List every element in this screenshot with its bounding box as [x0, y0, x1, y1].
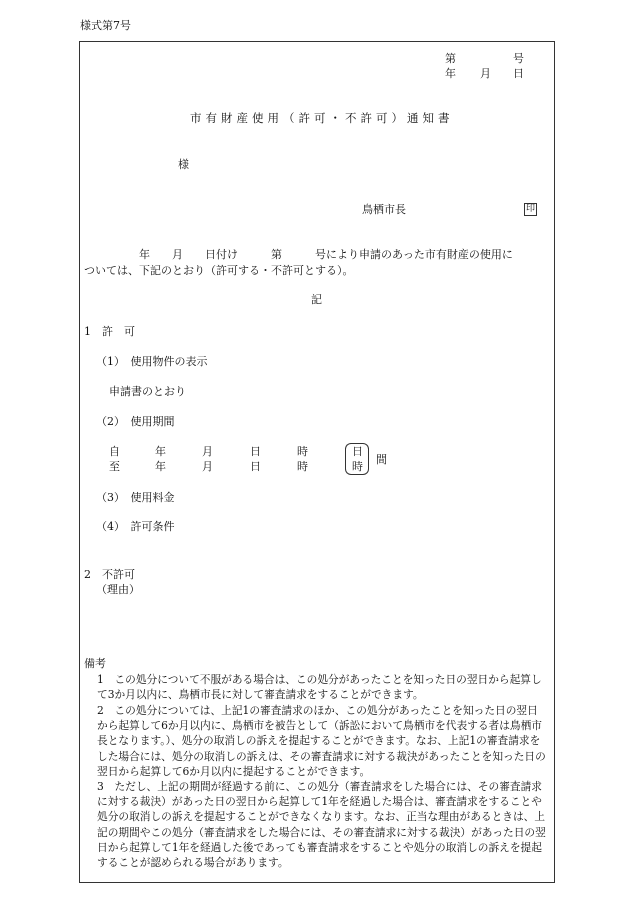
period-from-hour: 時: [297, 445, 308, 458]
item-period-label: （2） 使用期間: [96, 415, 175, 428]
form-number-label: 様式第7号: [80, 19, 131, 32]
item-fee-label: （3） 使用料金: [96, 491, 175, 504]
period-to-month: 月: [202, 460, 213, 473]
intro-paragraph: [84, 247, 550, 279]
seal-mark: 印: [525, 204, 535, 214]
denial-reason-label: （理由）: [96, 583, 140, 596]
right-bracket: [356, 443, 369, 475]
period-to-year: 年: [155, 460, 166, 473]
intro-line-1: 年 月 日付け 第 号により申請のあった市有財産の使用に: [84, 248, 513, 261]
intro-line-2: ついては、下記のとおり（許可する・不許可とする）。: [84, 264, 354, 277]
number-suffix: 号: [513, 52, 524, 65]
date-day: 日: [513, 67, 524, 80]
unit-day: 日: [352, 445, 363, 458]
period-to: 至: [109, 460, 120, 473]
notes-heading: 備考: [84, 657, 106, 670]
document-frame: [79, 41, 555, 883]
section-denial-heading: 2 不許可: [84, 568, 135, 581]
period-from-year: 年: [155, 445, 166, 458]
document-title: 市有財産使用（許可・不許可）通知書: [190, 111, 454, 125]
date-year: 年: [445, 67, 456, 80]
date-month: 月: [480, 67, 491, 80]
note-item-1: 1 この処分について不服がある場合は、この処分があったことを知った日の翌日から起算して3か月以内に、鳥栖市長に対して審査請求をすることができます。: [97, 673, 542, 702]
period-between: 間: [376, 453, 387, 466]
period-from: 自: [109, 445, 120, 458]
note-item-3: 3 ただし、上記の期間が経過する前に、この処分（審査請求をした場合には、その審査請求に対する裁決）があった日の翌日から起算して1年を経過した場合は、審査請求をすることや処分の取消しの訴えを提起することができなくなります。なお、正当な理由があるときは、上記の期間やこの処分（審査請求をした場合には、その審査請求に対する裁決）があった日の翌日から起算して1年を経過した後であっても審査請求をすることや処分の取消しの訴えを提起することが認められる場合があります。: [97, 780, 546, 870]
period-to-hour: 時: [297, 460, 308, 473]
item-conditions-label: （4） 許可条件: [96, 520, 175, 533]
issuer-name: 鳥栖市長: [362, 203, 406, 216]
period-from-day: 日: [250, 445, 261, 458]
period-from-month: 月: [202, 445, 213, 458]
section-permit-heading: 1 許 可: [84, 325, 135, 338]
number-prefix: 第: [445, 52, 456, 65]
note-item-2: 2 この処分については、上記1の審査請求のほか、この処分があったことを知った日の翌日から起算して6か月以内に、鳥栖市を被告として（訴訟において鳥栖市を代表する者は鳥栖市長となります。）、処分の取消しの訴えを提起することができます。なお、上記1の審査請求をした場合には、処分の取消しの訴えは、その審査請求に対する裁決があったことを知った日の翌日から起算して6か月以内に提起することができます。: [97, 704, 546, 778]
item-property-label: （1） 使用物件の表示: [96, 355, 208, 368]
period-to-day: 日: [250, 460, 261, 473]
ki-heading: 記: [311, 293, 322, 306]
unit-hour: 時: [352, 460, 363, 473]
item-property-value: 申請書のとおり: [109, 385, 186, 398]
addressee-suffix: 様: [178, 158, 189, 171]
